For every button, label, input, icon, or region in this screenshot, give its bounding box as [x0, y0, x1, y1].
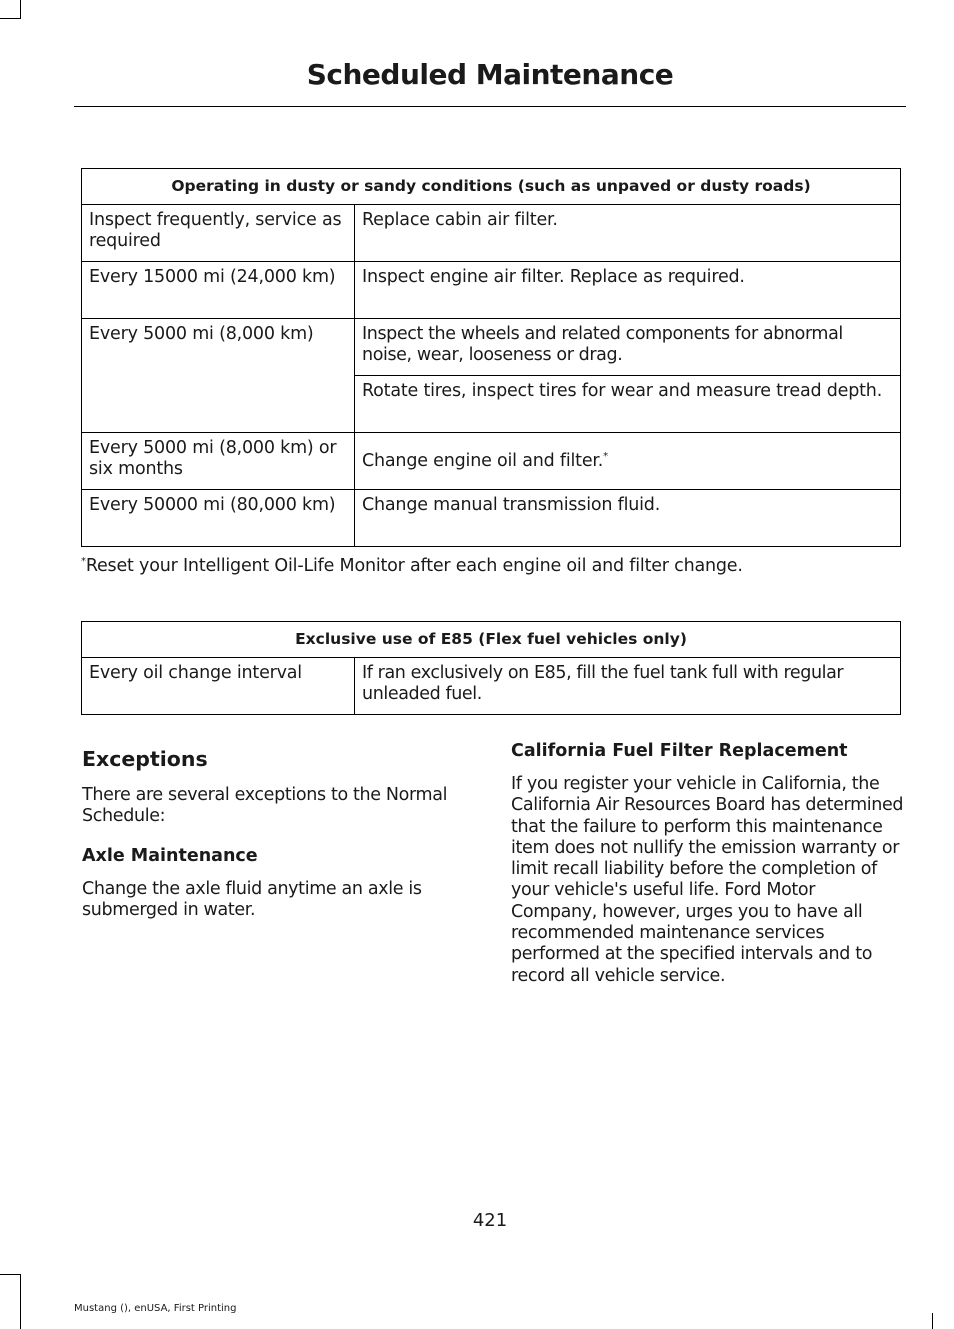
e85-table — [81, 621, 901, 715]
dusty-conditions-table — [81, 168, 901, 547]
page-number: 421 — [472, 1210, 508, 1231]
action-cell: If ran exclusively on E85, fill the fuel tank full with regular unleaded fuel. — [355, 658, 901, 715]
paragraph: If you register your vehicle in California, the California Air Resources Board has determined that the failure to perform this maintenance item does not nullify the emission warranty or limit recall liability before the completion of your vehicle's useful life. Ford Motor Company, however, urges you to have all recommended maintenance services performed at the specified intervals and to record all vehicle service. — [511, 774, 904, 986]
table-row — [82, 433, 901, 490]
action-text: Change engine oil and filter. — [362, 450, 604, 471]
page-title: Scheduled Maintenance — [306, 58, 674, 91]
exceptions-section — [82, 747, 477, 921]
california-section — [511, 740, 906, 987]
footnote-text: Reset your Intelligent Oil-Life Monitor after each engine oil and filter change. — [85, 556, 743, 576]
action-cell: Inspect engine air filter. Replace as required. — [355, 262, 901, 319]
action-cell: Rotate tires, inspect tires for wear and measure tread depth. — [355, 376, 901, 433]
paragraph: There are several exceptions to the Normal Schedule: — [82, 785, 448, 827]
action-cell — [355, 433, 901, 490]
crop-mark — [0, 18, 20, 19]
title-divider — [74, 106, 906, 107]
table-row — [82, 658, 901, 715]
table-row — [82, 490, 901, 547]
table-row — [82, 262, 901, 319]
subsection-heading: Axle Maintenance — [82, 845, 258, 866]
interval-cell: Every 50000 mi (80,000 km) — [82, 490, 355, 547]
table-row — [82, 319, 901, 376]
crop-mark — [20, 1274, 21, 1329]
action-cell: Change manual transmission fluid. — [355, 490, 901, 547]
interval-cell: Every 15000 mi (24,000 km) — [82, 262, 355, 319]
crop-mark — [932, 1313, 933, 1329]
crop-mark — [20, 0, 21, 19]
interval-cell: Every 5000 mi (8,000 km) or six months — [82, 433, 355, 490]
table-row — [82, 205, 901, 262]
action-cell: Inspect the wheels and related components for abnormal noise, wear, looseness or drag. — [355, 319, 901, 376]
interval-cell: Every oil change interval — [82, 658, 355, 715]
subsection-heading: California Fuel Filter Replacement — [511, 741, 848, 761]
footnote-marker: * — [603, 450, 608, 462]
interval-cell: Every 5000 mi (8,000 km) — [82, 319, 355, 433]
footnote-marker: * — [81, 556, 86, 568]
table-heading: Operating in dusty or sandy conditions (such as unpaved or dusty roads) — [82, 169, 901, 205]
table-heading: Exclusive use of E85 (Flex fuel vehicles only) — [82, 622, 901, 658]
paragraph: Change the axle fluid anytime an axle is submerged in water. — [82, 878, 422, 920]
crop-mark — [0, 1274, 20, 1275]
section-heading: Exceptions — [82, 747, 208, 771]
printing-info: Mustang (), enUSA, First Printing — [74, 1303, 237, 1314]
interval-cell: Inspect frequently, service as required — [82, 205, 355, 262]
footnote — [81, 556, 911, 577]
action-cell: Replace cabin air filter. — [355, 205, 901, 262]
